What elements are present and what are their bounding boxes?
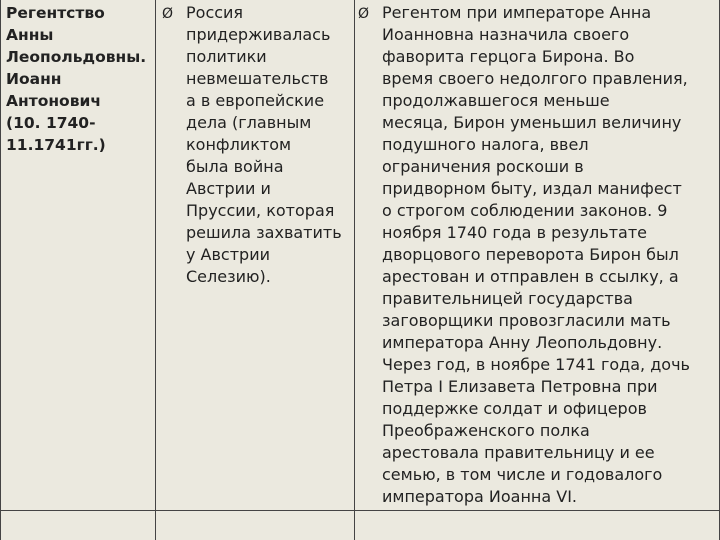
domestic-policy-line: Преображенского полка — [382, 421, 590, 440]
domestic-policy-line: подушного налога, ввел — [382, 135, 589, 154]
domestic-policy-line: императора Иоанна VI. — [382, 487, 578, 506]
foreign-policy-line: дела (главным — [186, 113, 312, 132]
domestic-policy-line: ноября 1740 года в результате — [382, 223, 647, 242]
domestic-policy-line: ограничения роскоши в — [382, 157, 584, 176]
period-line: (10. 1740- — [6, 114, 96, 132]
period-line: Регентство — [6, 4, 105, 22]
bullet-arrow-icon: Ø — [162, 6, 174, 22]
domestic-policy-line: Петра I Елизавета Петровна при — [382, 377, 658, 396]
domestic-policy-line: поддержке солдат и офицеров — [382, 399, 647, 418]
domestic-policy-line: месяца, Бирон уменьшил величину — [382, 113, 682, 132]
domestic-policy-line: о строгом соблюдении законов. 9 — [382, 201, 668, 220]
domestic-policy-cell — [358, 2, 718, 508]
foreign-policy-line: решила захватить — [186, 223, 342, 242]
foreign-policy-line: Россия — [186, 3, 244, 22]
column-divider-1 — [155, 0, 156, 540]
foreign-policy-cell — [162, 2, 352, 288]
foreign-policy-line: Австрии и — [186, 179, 271, 198]
domestic-policy-line: продолжавшегося меньше — [382, 91, 610, 110]
domestic-policy-line: Регентом при императоре Анна — [382, 3, 652, 22]
period-line: Иоанн — [6, 70, 62, 88]
domestic-policy-line: арестовала правительницу и ее — [382, 443, 655, 462]
bullet-arrow-icon: Ø — [358, 6, 370, 22]
domestic-policy-line: дворцового переворота Бирон был — [382, 245, 679, 264]
domestic-policy-line: придворном быту, издал манифест — [382, 179, 682, 198]
domestic-policy-line: заговорщики провозгласили мать — [382, 311, 671, 330]
domestic-policy-line: время своего недолгого правления, — [382, 69, 688, 88]
table-border-left — [0, 0, 1, 540]
row-divider — [0, 510, 720, 511]
foreign-policy-line: придерживалась — [186, 25, 331, 44]
domestic-policy-line: императора Анну Леопольдовну. — [382, 333, 663, 352]
domestic-policy-line: семью, в том числе и годовалого — [382, 465, 663, 484]
period-line: 11.1741гг.) — [6, 136, 106, 154]
foreign-policy-line: политики — [186, 47, 267, 66]
period-line: Анны — [6, 26, 54, 44]
domestic-policy-line: Через год, в ноябре 1741 года, дочь — [382, 355, 690, 374]
period-line: Антонович — [6, 92, 102, 110]
period-cell — [6, 2, 151, 156]
foreign-policy-line: конфликтом — [186, 135, 292, 154]
domestic-policy-line: фаворита герцога Бирона. Во — [382, 47, 635, 66]
foreign-policy-line: была война — [186, 157, 284, 176]
foreign-policy-line: у Австрии — [186, 245, 270, 264]
domestic-policy-line: правительницей государства — [382, 289, 633, 308]
period-line: Леопольдовны. — [6, 48, 147, 66]
foreign-policy-line: Пруссии, которая — [186, 201, 335, 220]
foreign-policy-line: невмешательств — [186, 69, 329, 88]
column-divider-2 — [354, 0, 355, 540]
foreign-policy-line: Селезию). — [186, 267, 271, 286]
domestic-policy-line: Иоанновна назначила своего — [382, 25, 630, 44]
domestic-policy-line: арестован и отправлен в ссылку, а — [382, 267, 679, 286]
foreign-policy-line: а в европейские — [186, 91, 325, 110]
